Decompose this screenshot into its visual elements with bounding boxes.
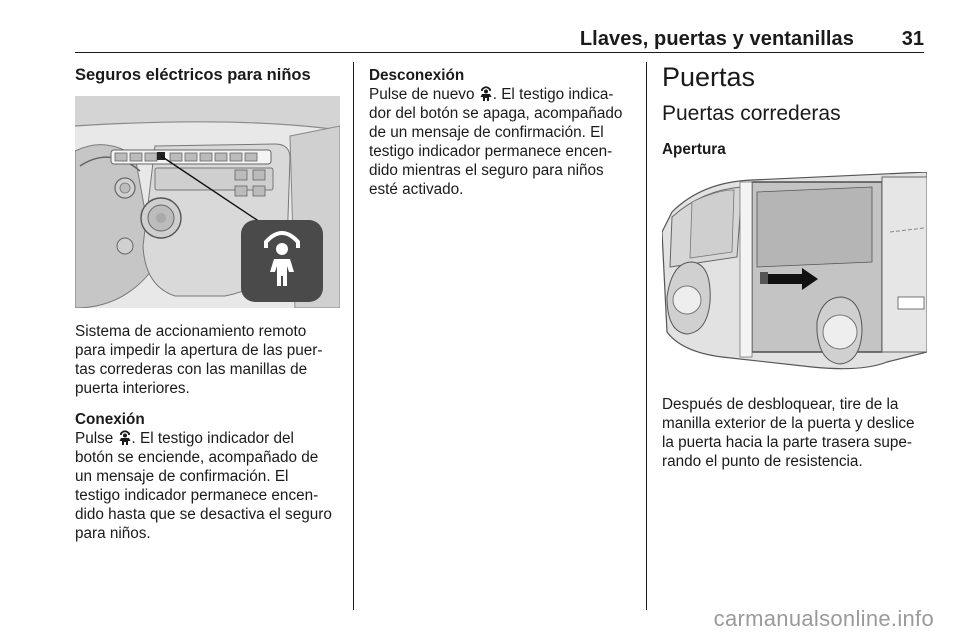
apertura-paragraph <box>662 395 927 471</box>
running-header-title: Llaves, puertas y ventanillas <box>579 28 854 50</box>
text-line: dor del botón se apaga, acompañado <box>369 105 623 122</box>
text-line: manilla exterior de la puerta y deslice <box>662 415 915 432</box>
van-illustration <box>662 172 927 381</box>
text-line: puerta interiores. <box>75 380 190 397</box>
text-line <box>369 85 634 104</box>
text-line <box>75 429 340 448</box>
dashboard-illustration <box>75 96 340 308</box>
text-line: para impedir la apertura de las puer- <box>75 342 323 359</box>
conexion-paragraph <box>75 429 340 543</box>
desconexion-title: Desconexión <box>369 67 465 84</box>
text-line: un mensaje de confirmación. El <box>75 468 289 485</box>
watermark: carmanualsonline.info <box>713 606 934 631</box>
conexion-title: Conexión <box>75 411 145 428</box>
column-child-locks <box>75 66 340 543</box>
column-doors <box>662 62 927 471</box>
text-line: Sistema de accionamiento remoto <box>75 323 307 340</box>
text-line: rando el punto de resistencia. <box>662 453 863 470</box>
text-line: testigo indicador permanece encen- <box>369 143 613 160</box>
text-line: esté activado. <box>369 181 464 198</box>
text-line: botón se enciende, acompañado de <box>75 449 319 466</box>
column-desconexion <box>369 66 634 199</box>
text-fragment: Pulse de nuevo <box>369 86 479 103</box>
text-fragment: . El testigo indicador del <box>131 430 294 447</box>
section-heading: Puertas correderas <box>662 102 841 125</box>
dashboard-figure <box>75 96 340 308</box>
text-fragment: Pulse <box>75 430 118 447</box>
text-fragment: . El testigo indica- <box>492 86 614 103</box>
van-figure <box>662 172 927 381</box>
text-line: tas correderas con las manillas de <box>75 361 308 378</box>
text-line: de un mensaje de confirmación. El <box>369 124 604 141</box>
text-line: dido mientras el seguro para niños <box>369 162 604 179</box>
text-line: Después de desbloquear, tire de la <box>662 396 899 413</box>
child-lock-icon <box>118 429 132 446</box>
child-lock-icon <box>479 85 493 102</box>
text-line: testigo indicador permanece encen- <box>75 487 319 504</box>
text-line: para niños. <box>75 525 151 542</box>
column-divider-1 <box>353 62 354 610</box>
column-divider-2 <box>646 62 647 610</box>
section-title: Seguros eléctricos para niños <box>75 66 311 84</box>
text-line: la puerta hacia la parte trasera supe- <box>662 434 912 451</box>
apertura-title: Apertura <box>662 141 726 158</box>
text-line: dido hasta que se desactiva el seguro <box>75 506 332 523</box>
desconexion-paragraph <box>369 85 634 199</box>
intro-paragraph <box>75 322 340 398</box>
chapter-heading: Puertas <box>662 62 756 92</box>
page-number: 31 <box>901 28 924 50</box>
header-rule <box>75 52 924 53</box>
